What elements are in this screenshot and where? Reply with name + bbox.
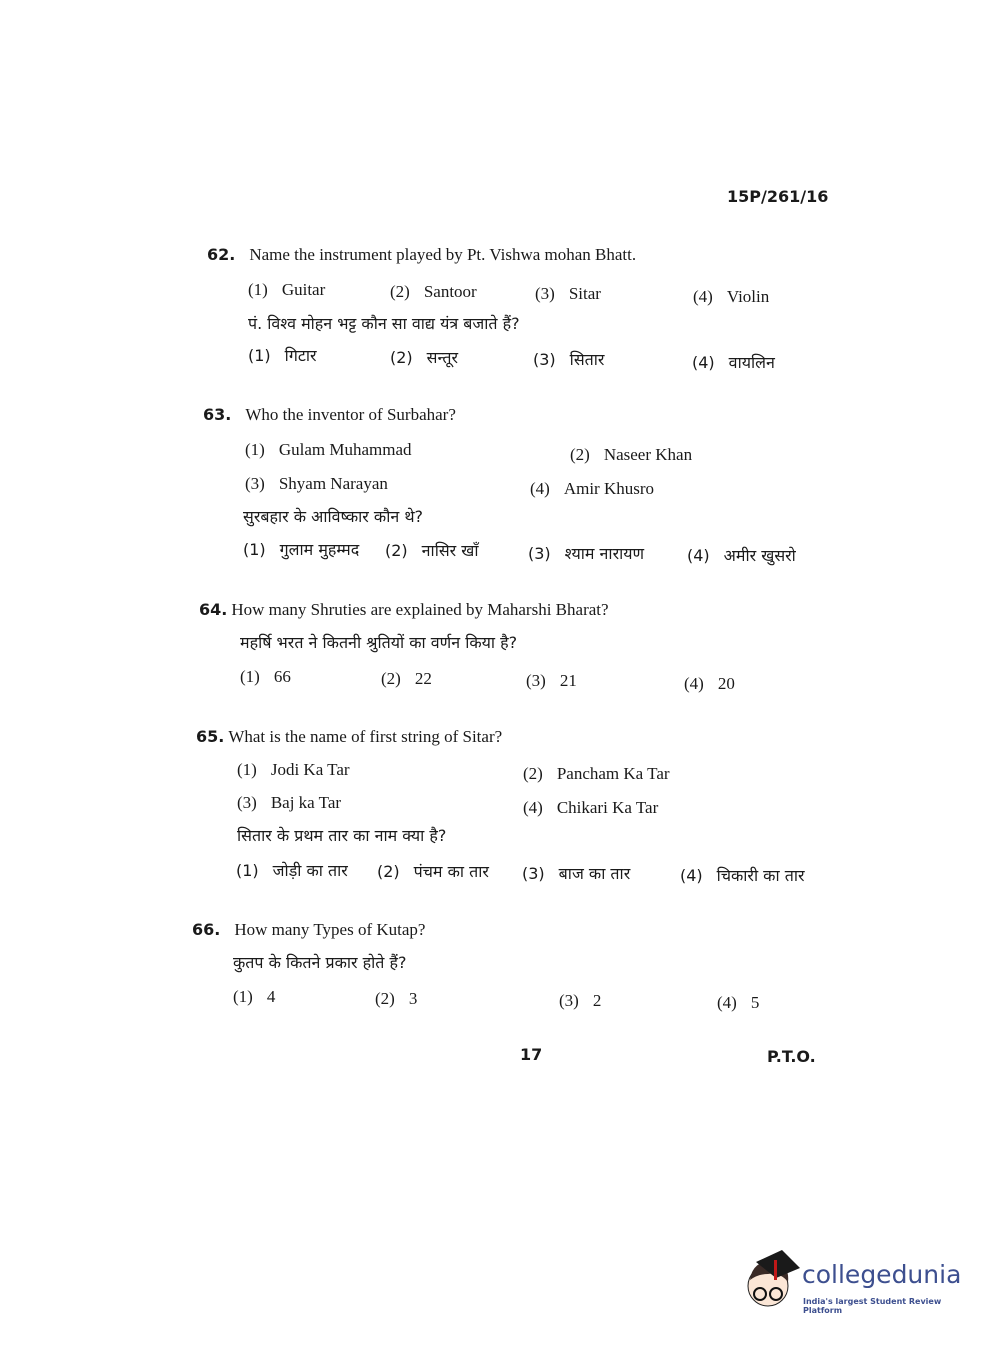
question-text-hi: पं. विश्व मोहन भट्ट कौन सा वाद्य यंत्र बजाते हैं?: [248, 314, 520, 333]
question-62: [207, 245, 636, 265]
option-4-hi: (4) चिकारी का तार: [680, 866, 805, 885]
option-4-hi: (4) अमीर खुसरो: [687, 546, 796, 565]
mascot-icon: [742, 1250, 800, 1312]
option-3: (3) 2: [559, 991, 602, 1010]
option-1: (1) 4: [233, 987, 276, 1006]
question-63: 63. Who the inventor of Surbahar?: [203, 405, 456, 424]
collegedunia-logo: [742, 1250, 972, 1320]
option-3: (3) Baj ka Tar: [237, 793, 342, 812]
option-4: (4) Chikari Ka Tar: [523, 798, 659, 817]
brand-name: collegedunia: [802, 1260, 962, 1289]
question-text-hi: कुतप के कितने प्रकार होते हैं?: [233, 953, 407, 972]
paper-code: 15P/261/16: [727, 187, 829, 206]
option-2: (2) 3: [375, 989, 418, 1008]
question-number: 62.: [207, 245, 236, 264]
option-3: (3) 21: [526, 671, 577, 690]
pto-label: P.T.O.: [767, 1047, 816, 1066]
option-2: (2) Naseer Khan: [570, 445, 693, 464]
option-4: (4) 5: [717, 993, 760, 1012]
page-number: 17: [520, 1045, 543, 1064]
option-2-hi: (2) नासिर खाँ: [385, 541, 479, 560]
question-65: 65. What is the name of first string of Sitar?: [196, 727, 503, 746]
option-2: (2) Santoor: [390, 282, 477, 301]
question-text-hi: महर्षि भरत ने कितनी श्रुतियों का वर्णन किया है?: [240, 633, 518, 652]
option-4: (4) Violin: [693, 287, 770, 306]
option-2-hi: (2) सन्तूर: [390, 348, 459, 367]
option-4: (4) 20: [684, 674, 735, 693]
question-text-hi: सुरबहार के आविष्कार कौन थे?: [243, 507, 424, 526]
option-1-hi: (1) गुलाम मुहम्मद: [243, 540, 360, 559]
option-3-hi: (3) श्याम नारायण: [528, 544, 645, 563]
option-3-hi: (3) बाज का तार: [522, 864, 631, 883]
question-64: 64. How many Shruties are explained by Maharshi Bharat?: [199, 600, 609, 619]
option-4-hi: (4) वायलिन: [692, 353, 775, 372]
question-text-en: Name the instrument played by Pt. Vishwa mohan Bhatt.: [249, 245, 637, 264]
brand-tagline: India's largest Student Review Platform: [803, 1297, 942, 1315]
option-1: (1) 66: [240, 667, 291, 686]
option-3-hi: (3) सितार: [533, 350, 605, 369]
question-text-hi: सितार के प्रथम तार का नाम क्या है?: [237, 826, 447, 845]
option-1: (1) Jodi Ka Tar: [237, 760, 350, 779]
option-2: (2) Pancham Ka Tar: [523, 764, 670, 783]
question-66: 66. How many Types of Kutap?: [192, 920, 426, 939]
option-1-hi: (1) जोड़ी का तार: [236, 861, 348, 880]
option-1: (1) Gulam Muhammad: [245, 440, 412, 459]
option-1-hi: (1) गिटार: [248, 346, 317, 365]
option-3: (3) Shyam Narayan: [245, 474, 388, 493]
option-4: (4) Amir Khusro: [530, 479, 655, 498]
option-2-hi: (2) पंचम का तार: [377, 862, 489, 881]
option-3: (3) Sitar: [535, 284, 601, 303]
option-1: (1) Guitar: [248, 280, 326, 299]
option-2: (2) 22: [381, 669, 432, 688]
